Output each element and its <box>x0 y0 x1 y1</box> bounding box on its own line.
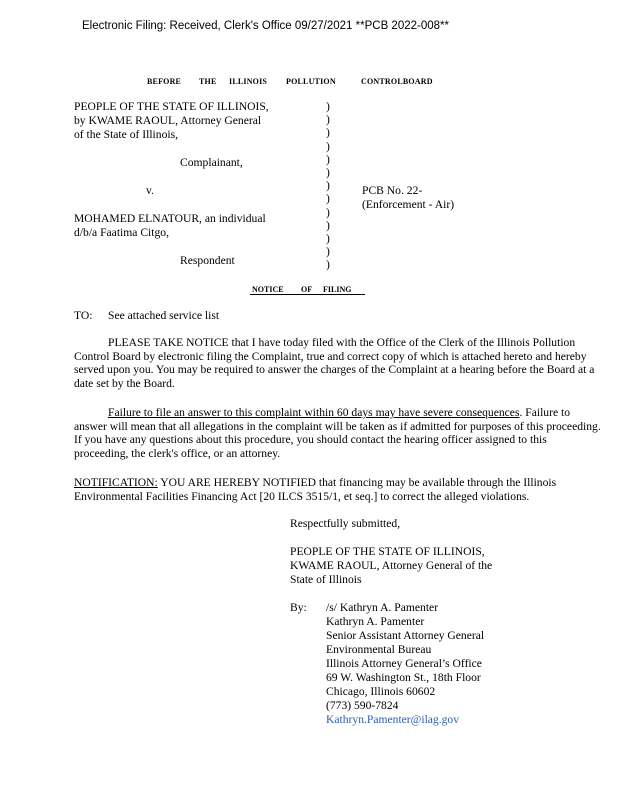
case-number: PCB No. 22- <box>362 184 423 197</box>
by-label: By: <box>290 601 307 614</box>
plaintiff-line-2: by KWAME RAOUL, Attorney General <box>74 114 262 127</box>
complainant-label: Complainant, <box>180 156 243 169</box>
notice-paragraph-1: PLEASE TAKE NOTICE that I have today filed with the Office of the Clerk of the Illinois Pollution Control Board by electronic filing the Complaint, true and correct copy of which is attached hereto and hereby served upon you. You may be required to answer the charges of the Complaint at a hearing before the Board at a date set by the Board. <box>74 336 595 390</box>
caption-paren-column <box>326 100 336 271</box>
board-heading-word-4: POLLUTION <box>286 77 336 86</box>
paren: ) <box>326 152 330 166</box>
notice-title-word-3: FILING <box>323 285 352 294</box>
signer-office: Illinois Attorney General’s Office <box>326 657 482 670</box>
notification-text: YOU ARE HEREBY NOTIFIED that financing may be available through the Illinois Environmental Facilities Financing Act [20 ILCS 3515/1, et seq.] to correct the alleged violations. <box>74 476 557 503</box>
paren: ) <box>326 139 330 153</box>
signer-phone: (773) 590-7824 <box>326 699 399 712</box>
respondent-label: Respondent <box>180 254 235 267</box>
notice-paragraph-2 <box>74 406 602 460</box>
paren: ) <box>326 100 330 113</box>
paren: ) <box>326 218 330 232</box>
notice-title-word-2: OF <box>301 285 313 294</box>
answer-warning-detail: . Failure to answer will mean that all allegations in the complaint will be taken as if admitted for purposes of this proceeding. If you have any questions about this procedure, you should contact the hearing officer assigned to this proceeding, the clerk's office, or an attorney. <box>74 406 601 460</box>
to-label: TO: <box>74 309 93 322</box>
filing-stamp: Electronic Filing: Received, Clerk's Office 09/27/2021 **PCB 2022-008** <box>82 20 449 32</box>
party-line-3: State of Illinois <box>290 573 362 586</box>
plaintiff-line-3: of the State of Illinois, <box>74 128 179 141</box>
versus-label: v. <box>146 184 154 197</box>
signature-line: /s/ Kathryn A. Pamenter <box>326 601 439 614</box>
party-line-2: KWAME RAOUL, Attorney General of the <box>290 559 493 572</box>
defendant-line-1: MOHAMED ELNATOUR, an individual <box>74 212 266 225</box>
paren: ) <box>326 231 330 245</box>
board-heading-word-2: THE <box>199 77 217 86</box>
signer-title: Senior Assistant Attorney General <box>326 629 485 642</box>
party-line-1: PEOPLE OF THE STATE OF ILLINOIS, <box>290 545 485 558</box>
paren: ) <box>326 113 330 127</box>
signer-bureau: Environmental Bureau <box>326 643 432 656</box>
plaintiff-line-1: PEOPLE OF THE STATE OF ILLINOIS, <box>74 100 269 113</box>
signer-name: Kathryn A. Pamenter <box>326 615 425 628</box>
answer-warning: Failure to file an answer to this complaint within 60 days may have severe consequences <box>108 406 520 419</box>
closing-line: Respectfully submitted, <box>290 517 401 530</box>
paren: ) <box>326 126 330 140</box>
notification-label: NOTIFICATION: <box>74 476 158 489</box>
paren: ) <box>326 258 330 272</box>
signer-email-link[interactable]: Kathryn.Pamenter@ilag.gov <box>326 713 460 726</box>
notice-title-word-1: NOTICE <box>252 285 284 294</box>
case-type: (Enforcement - Air) <box>362 198 455 211</box>
paren: ) <box>326 245 330 259</box>
paren: ) <box>326 165 330 179</box>
notice-title-underline <box>250 294 365 295</box>
signer-street: 69 W. Washington St., 18th Floor <box>326 671 481 684</box>
defendant-line-2: d/b/a Faatima Citgo, <box>74 226 169 239</box>
signer-city: Chicago, Illinois 60602 <box>326 685 436 698</box>
board-heading-word-1: BEFORE <box>147 77 182 86</box>
to-value: See attached service list <box>108 309 220 322</box>
paren: ) <box>326 179 330 193</box>
board-heading-word-3: ILLINOIS <box>229 77 268 86</box>
board-heading-word-5: CONTROLBOARD <box>361 77 433 86</box>
notice-paragraph-3 <box>74 476 602 503</box>
paren: ) <box>326 192 330 206</box>
paren: ) <box>326 205 330 219</box>
